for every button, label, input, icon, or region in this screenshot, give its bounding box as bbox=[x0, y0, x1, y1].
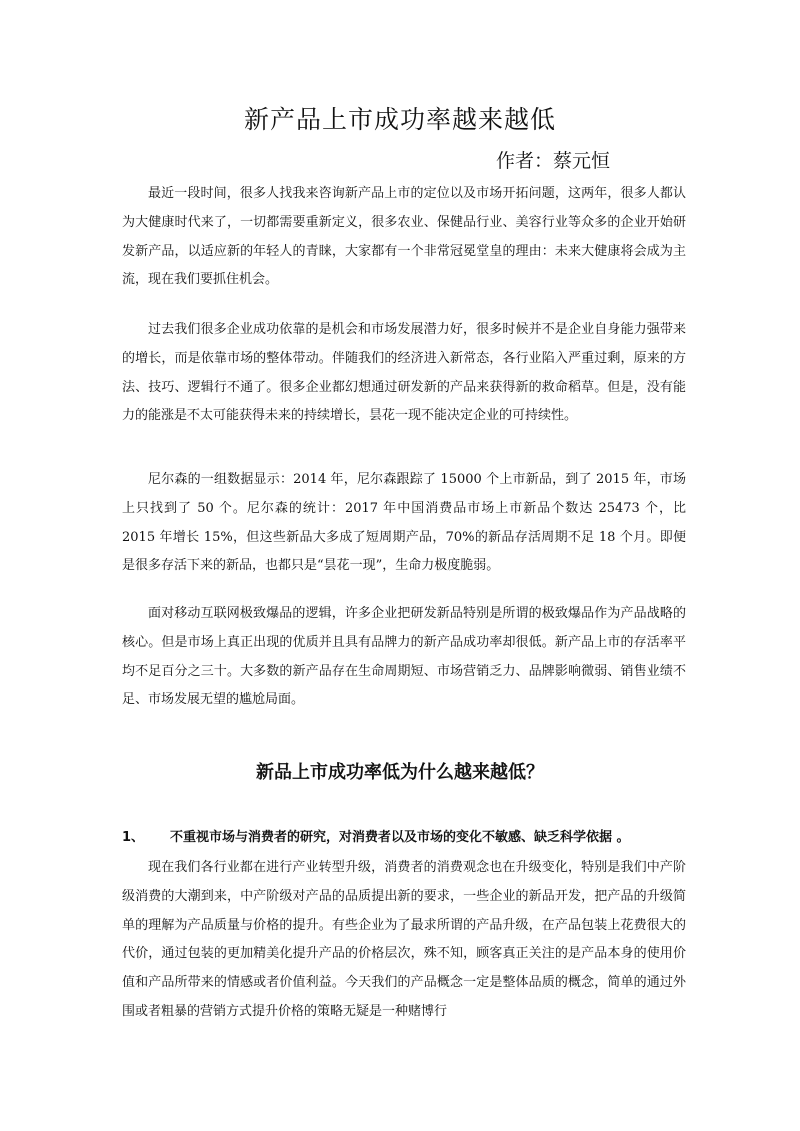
section-heading: 新品上市成功率低为什么越来越低？ bbox=[256, 762, 544, 783]
list-item-1 bbox=[122, 826, 722, 845]
list-item-number: 1、 bbox=[122, 830, 145, 845]
paragraph-4: 面对移动互联网极致爆品的逻辑，许多企业把研发新品特别是所谓的极致爆品作为产品战略的核心。但是市场上真正出现的优质并且具有品牌力的新产品成功率却很低。新产品上市的存活率平均不足百分之三十。大多数的新产品存在生命周期短、市场营销乏力、品牌影响微弱、销售业绩不足、市场发展无望的尴尬局面。 bbox=[122, 606, 686, 708]
document-title: 新产品上市成功率越来越低 bbox=[243, 105, 556, 134]
paragraph-1: 最近一段时间，很多人找我来咨询新产品上市的定位以及市场开拓问题，这两年，很多人都认为大健康时代来了，一切都需要重新定义，很多农业、保健品行业、美容行业等众多的企业开始研发新产品，以适应新的年轻人的青睐，大家都有一个非常冠冕堂皇的理由：未来大健康将会成为主流，现在我们要抓住机会。 bbox=[122, 186, 686, 288]
paragraph-3: 尼尔森的一组数据显示：2014 年，尼尔森跟踪了 15000 个上市新品，到了 2015 年，市场上只找到了 50 个。尼尔森的统计：2017 年中国消费品市场上市新品个数达 25473 个，比 2015 年增长 15%，但这些新品大多成了短周期产品，70%的新品存活周期不足 18 个月。即便是很多存活下来的新品，也都只是“昙花一现”，生命力极度脆弱。 bbox=[122, 472, 686, 574]
paragraph-5: 现在我们各行业都在进行产业转型升级，消费者的消费观念也在升级变化，特别是我们中产阶级消费的大潮到来，中产阶级对产品的品质提出新的要求，一些企业的新品开发，把产品的升级简单的理解为产品质量与价格的提升。有些企业为了最求所谓的产品升级，在产品包装上花费很大的代价，通过包装的更加精美化提升产品的价格层次，殊不知，顾客真正关注的是产品本身的使用价值和产品所带来的情感或者价值利益。今天我们的产品概念一定是整体品质的概念，简单的通过外围或者粗暴的营销方式提升价格的策略无疑是一种赌博行 bbox=[122, 860, 686, 1019]
paragraph-2: 过去我们很多企业成功依靠的是机会和市场发展潜力好，很多时候并不是企业自身能力强带来的增长，而是依靠市场的整体带动。伴随我们的经济进入新常态，各行业陷入严重过剩，原来的方法、技巧、逻辑行不通了。很多企业都幻想通过研发新的产品来获得新的救命稻草。但是，没有能力的能涨是不太可能获得未来的持续增长，昙花一现不能决定企业的可持续性。 bbox=[122, 322, 686, 424]
author-line: 作者：蔡元恒 bbox=[496, 150, 611, 172]
list-item-text: 不重视市场与消费者的研究，对消费者以及市场的变化不敏感、缺乏科学依据 。 bbox=[170, 830, 630, 845]
